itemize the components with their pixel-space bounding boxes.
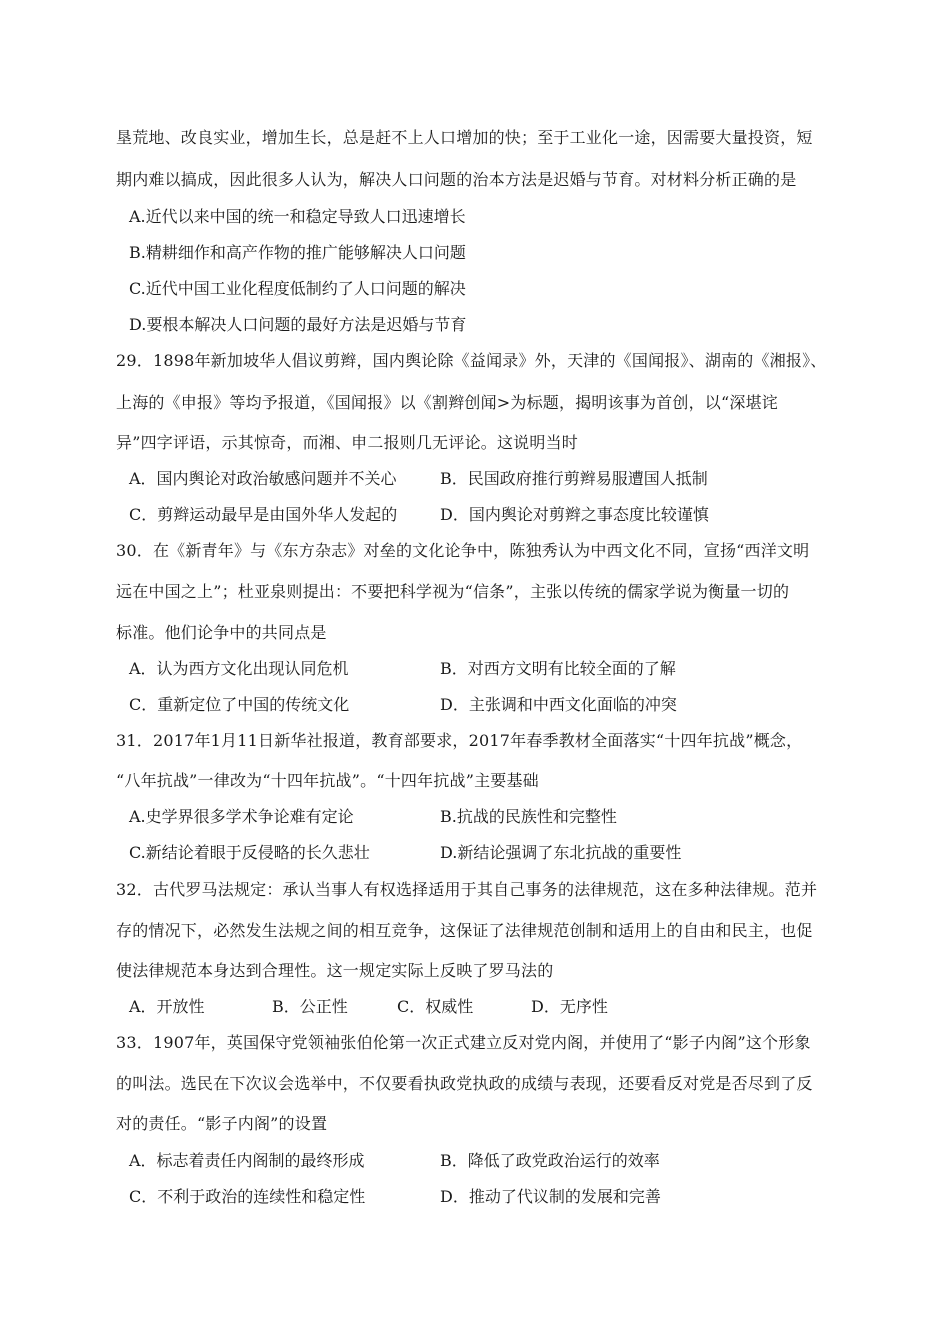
option-c: C．权威性 [397,997,474,1016]
option-b: B．民国政府推行剪辫易服遭国人抵制 [440,469,708,488]
option-d: D．国内舆论对剪辫之事态度比较谨慎 [440,505,709,524]
option-a: A.史学界很多学术争论难有定论 [129,807,354,826]
option-d: D.要根本解决人口问题的最好方法是迟婚与节育 [129,315,467,334]
option-b: B．公正性 [272,997,348,1016]
stem-line: 期内难以搞成，因此很多人认为，解决人口问题的治本方法是迟婚与节育。对材料分析正确的是 [116,170,797,189]
option-d: D.新结论强调了东北抗战的重要性 [440,843,682,862]
stem-line: 的叫法。选民在下次议会选举中，不仅要看执政党执政的成绩与表现，还要看反对党是否尽到了反 [116,1074,813,1093]
stem-line: 垦荒地、改良实业，增加生长，总是赶不上人口增加的快；至于工业化一途，因需要大量投资，短 [116,128,813,147]
option-a: A．国内舆论对政治敏感问题并不关心 [129,469,397,488]
option-b: B．对西方文明有比较全面的了解 [440,659,676,678]
option-d: D．主张调和中西文化面临的冲突 [440,695,677,714]
option-d: D．无序性 [531,997,608,1016]
stem-line: 32．古代罗马法规定：承认当事人有权选择适用于其自己事务的法律规范，这在多种法律规。范并 [116,880,818,899]
stem-line: 存的情况下，必然发生法规之间的相互竞争，这保证了法律规范创制和适用上的自由和民主，也促 [116,921,813,940]
stem-line: 上海的《申报》等均予报道，《国闻报》以《割辫创闻>为标题，揭明该事为首创，以“深堪诧 [116,393,778,412]
option-d: D．推动了代议制的发展和完善 [440,1187,661,1206]
stem-line: 31．2017年1月11日新华社报道，教育部要求，2017年春季教材全面落实“十四年抗战”概念， [116,731,803,750]
option-a: A．标志着责任内阁制的最终形成 [129,1151,365,1170]
option-c: C．不利于政治的连续性和稳定性 [129,1187,366,1206]
stem-line: 对的责任。“影子内阁”的设置 [116,1114,328,1133]
option-c: C.新结论着眼于反侵略的长久悲壮 [129,843,370,862]
option-c: C.近代中国工业化程度低制约了人口问题的解决 [129,279,466,298]
stem-line: 使法律规范本身达到合理性。这一规定实际上反映了罗马法的 [116,961,554,980]
stem-line: “八年抗战”一律改为“十四年抗战”。“十四年抗战”主要基础 [116,771,539,790]
option-a: A.近代以来中国的统一和稳定导致人口迅速增长 [129,207,466,226]
stem-line: 远在中国之上”；杜亚泉则提出：不要把科学视为“信条”，主张以传统的儒家学说为衡量一切的 [116,582,790,601]
stem-line: 30．在《新青年》与《东方杂志》对垒的文化论争中，陈独秀认为中西文化不同，宣扬“西洋文明 [116,541,810,560]
option-c: C．剪辫运动最早是由国外华人发起的 [129,505,398,524]
option-c: C．重新定位了中国的传统文化 [129,695,350,714]
stem-line: 29．1898年新加坡华人倡议剪辫，国内舆论除《益闻录》外，天津的《国闻报》、湖南的《湘报》、 [116,351,827,370]
stem-line: 33．1907年，英国保守党领袖张伯伦第一次正式建立反对党内阁，并使用了“影子内阁”这个形象 [116,1033,811,1052]
option-b: B.抗战的民族性和完整性 [440,807,617,826]
option-a: A．认为西方文化出现认同危机 [129,659,349,678]
stem-line: 标准。他们论争中的共同点是 [116,623,327,642]
option-b: B．降低了政党政治运行的效率 [440,1151,660,1170]
option-a: A．开放性 [129,997,205,1016]
option-b: B.精耕细作和高产作物的推广能够解决人口问题 [129,243,466,262]
stem-line: 异”四字评语，示其惊奇，而湘、申二报则几无评论。这说明当时 [116,433,578,452]
